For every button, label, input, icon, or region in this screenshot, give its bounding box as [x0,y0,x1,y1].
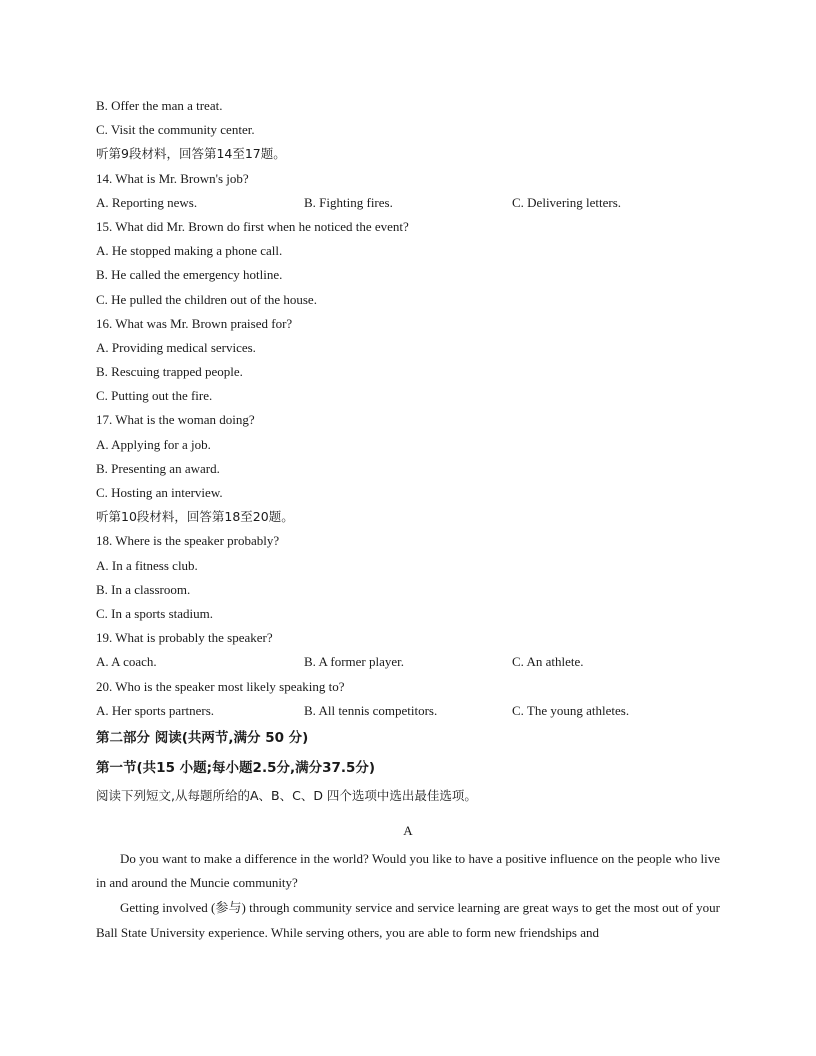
option-16b: B. Rescuing trapped people. [96,364,243,380]
option-17b: B. Presenting an award. [96,460,220,476]
option-18a: A. In a fitness club. [96,557,198,573]
option-20a: A. Her sports partners. [96,702,215,718]
question-16: 16. What was Mr. Brown praised for? [96,315,293,331]
option-14a: A. Reporting news. [96,194,198,210]
reading-instruction: 阅读下列短文,从每题所给的A、B、C、D 四个选项中选出最佳选项。 [96,787,477,803]
option-17a: A. Applying for a job. [96,436,211,452]
option-18b: B. In a classroom. [96,581,191,597]
question-20-options [96,699,720,723]
option-19c: C. An athlete. [512,654,584,670]
passage-label: A [403,822,413,838]
option-15a: A. He stopped making a phone call. [96,243,283,259]
question-14: 14. What is Mr. Brown's job? [96,170,249,186]
question-15: 15. What did Mr. Brown do first when he noticed the event? [96,218,409,234]
passage-paragraph-1: Do you want to make a difference in the world? Would you like to have a positive influence on the people who live in and around the Muncie community? [96,850,720,891]
question-19-options [96,650,720,674]
option-14b: B. Fighting fires. [304,194,393,210]
option-15c: C. He pulled the children out of the house. [96,291,317,307]
passage-paragraph-2: Getting involved (参与) through community service and service learning are great ways to get the most out of your Ball State University experience. While serving others, you are able to form new friendships and [96,900,720,940]
option-19a: A. A coach. [96,654,157,670]
section-10-instruction: 听第10段材料，回答第18至20题。 [96,509,294,525]
option-20c: C. The young athletes. [512,702,630,718]
part-heading: 第二部分 阅读(共两节,满分 50 分) [96,729,309,746]
document-page [96,94,720,945]
option-16c: C. Putting out the fire. [96,388,213,404]
option-17c: C. Hosting an interview. [96,485,223,500]
question-17: 17. What is the woman doing? [96,412,255,428]
option-15b: B. He called the emergency hotline. [96,267,283,283]
option-20b: B. All tennis competitors. [304,702,438,718]
option-14c: C. Delivering letters. [512,194,622,210]
question-18: 18. Where is the speaker probably? [96,533,280,549]
question-14-options [96,191,720,215]
question-19: 19. What is probably the speaker? [96,630,273,646]
option-19b: B. A former player. [304,654,405,670]
option-16a: A. Providing medical services. [96,339,256,355]
option-13b: B. Offer the man a treat. [96,98,223,113]
option-13c: C. Visit the community center. [96,122,255,138]
question-20: 20. Who is the speaker most likely speaking to? [96,678,345,694]
section-9-instruction: 听第9段材料，回答第14至17题。 [96,146,286,162]
section-heading: 第一节(共15 小题;每小题2.5分,满分37.5分) [96,759,376,776]
option-18c: C. In a sports stadium. [96,605,213,621]
